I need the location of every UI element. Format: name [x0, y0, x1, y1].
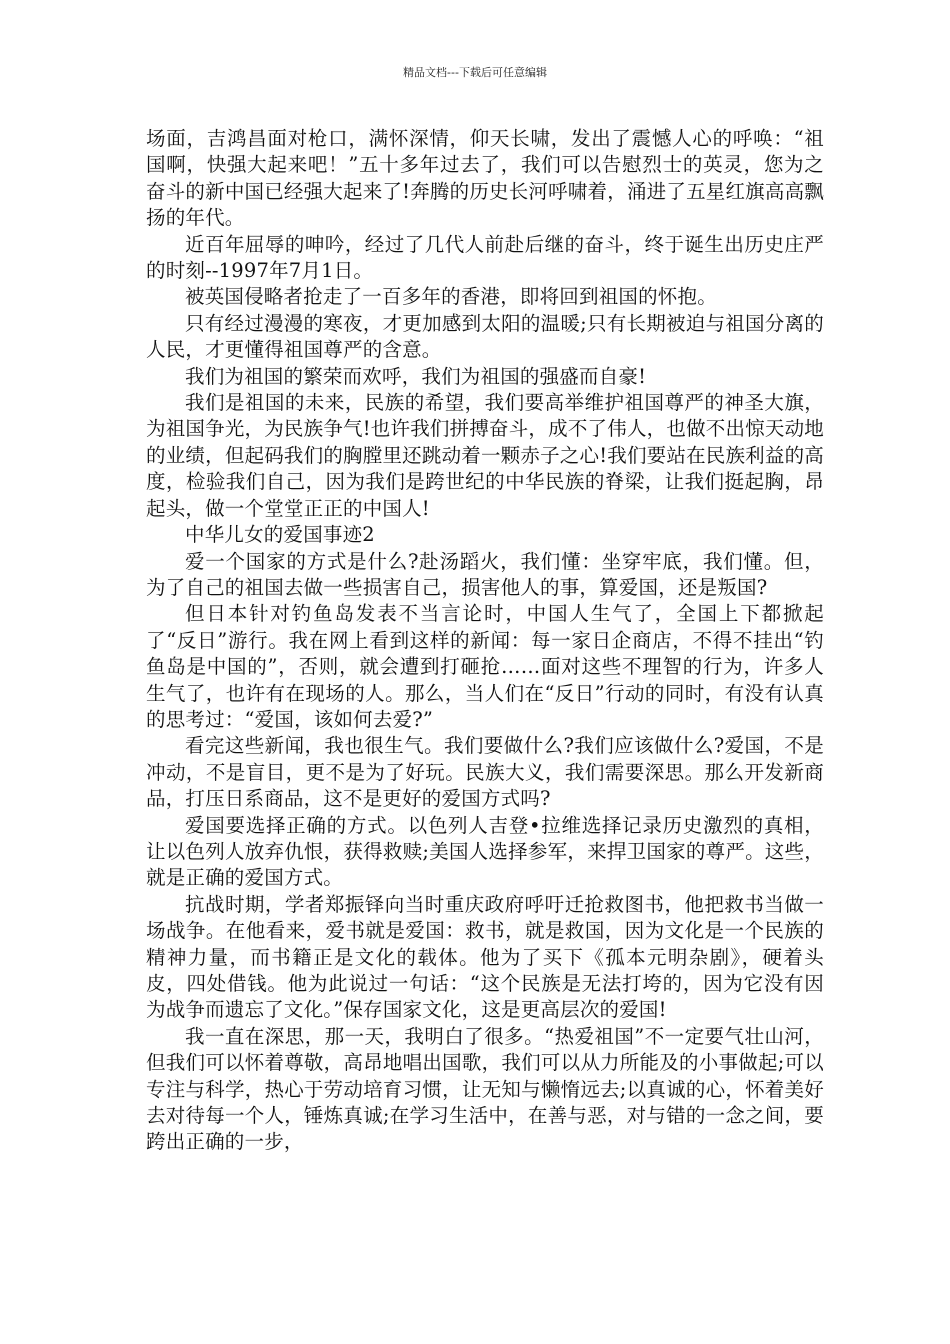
document-body	[146, 126, 824, 1156]
section-title: 中华儿女的爱国事迹2	[185, 523, 375, 547]
paragraph-5: 我们为祖国的繁荣而欢呼，我们为祖国的强盛而自豪!	[185, 364, 647, 388]
paragraph-3: 被英国侵略者抢走了一百多年的香港，即将回到祖国的怀抱。	[185, 285, 717, 309]
paragraph-8: 但日本针对钓鱼岛发表不当言论时，中国人生气了，全国上下都掀起了“反日”游行。我在网上看到这样的新闻：每一家日企商店，不得不挂出“钓鱼岛是中国的”，否则，就会遭到打砸抢……面对这些不理智的行为，许多人生气了，也许有在现场的人。那么，当人们在“反日”行动的同时，有没有认真的思考过：“爱国，该如何去爱?”	[146, 602, 824, 731]
paragraph-6: 我们是祖国的未来，民族的希望，我们要高举维护祖国尊严的神圣大旗，为祖国争光，为民族争气!也许我们拼搏奋斗，成不了伟人，也做不出惊天动地的业绩，但起码我们的胸膛里还跳动着一颗赤子之心!我们要站在民族利益的高度，检验我们自己，因为我们是跨世纪的中华民族的脊梁，让我们挺起胸，昂起头，做一个堂堂正正的中国人!	[146, 391, 824, 520]
paragraph-10: 爱国要选择正确的方式。以色列人吉登•拉维选择记录历史激烈的真相，让以色列人放弃仇恨，获得救赎;美国人选择参军，来捍卫国家的尊严。这些，就是正确的爱国方式。	[146, 813, 824, 890]
page-header: 精品文档---下载后可任意编辑	[403, 66, 547, 79]
paragraph-1: 场面，吉鸿昌面对枪口，满怀深情，仰天长啸，发出了震憾人心的呼唤：“祖国啊，快强大起来吧！”五十多年过去了，我们可以告慰烈士的英灵，您为之奋斗的新中国已经强大起来了!奔腾的历史长河呼啸着，涌进了五星红旗高高飘扬的年代。	[146, 127, 824, 230]
paragraph-4: 只有经过漫漫的寒夜，才更加感到太阳的温暖;只有长期被迫与祖国分离的人民，才更懂得祖国尊严的含意。	[146, 311, 824, 362]
paragraph-7: 爱一个国家的方式是什么?赴汤蹈火，我们懂：坐穿牢底，我们懂。但，为了自己的祖国去做一些损害自己，损害他人的事，算爱国，还是叛国?	[146, 549, 824, 599]
paragraph-9: 看完这些新闻，我也很生气。我们要做什么?我们应该做什么?爱国，不是冲动，不是盲目，更不是为了好玩。民族大义，我们需要深思。那么开发新商品，打压日系商品，这不是更好的爱国方式吗?	[146, 734, 824, 811]
paragraph-12: 我一直在深思，那一天，我明白了很多。“热爱祖国”不一定要气壮山河，但我们可以怀着尊敬，高昂地唱出国歌，我们可以从力所能及的小事做起;可以专注与科学，热心于劳动培育习惯，让无知与懒惰远去;以真诚的心，怀着美好去对待每一个人，锤炼真诚;在学习生活中，在善与恶，对与错的一念之间，要跨出正确的一步，	[146, 1024, 824, 1154]
paragraph-11: 抗战时期，学者郑振铎向当时重庆政府呼吁迁抢救图书，他把救书当做一场战争。在他看来，爱书就是爱国：救书，就是救国，因为文化是一个民族的精神力量，而书籍正是文化的载体。他为了买下《孤本元明杂剧》，硬着头皮，四处借钱。他为此说过一句话：“这个民族是无法打垮的，因为它没有因为战争而遗忘了文化。”保存国家文化，这是更高层次的爱国!	[146, 892, 824, 1022]
paragraph-2: 近百年屈辱的呻吟，经过了几代人前赴后继的奋斗，终于诞生出历史庄严的时刻--1997年7月1日。	[146, 232, 824, 283]
